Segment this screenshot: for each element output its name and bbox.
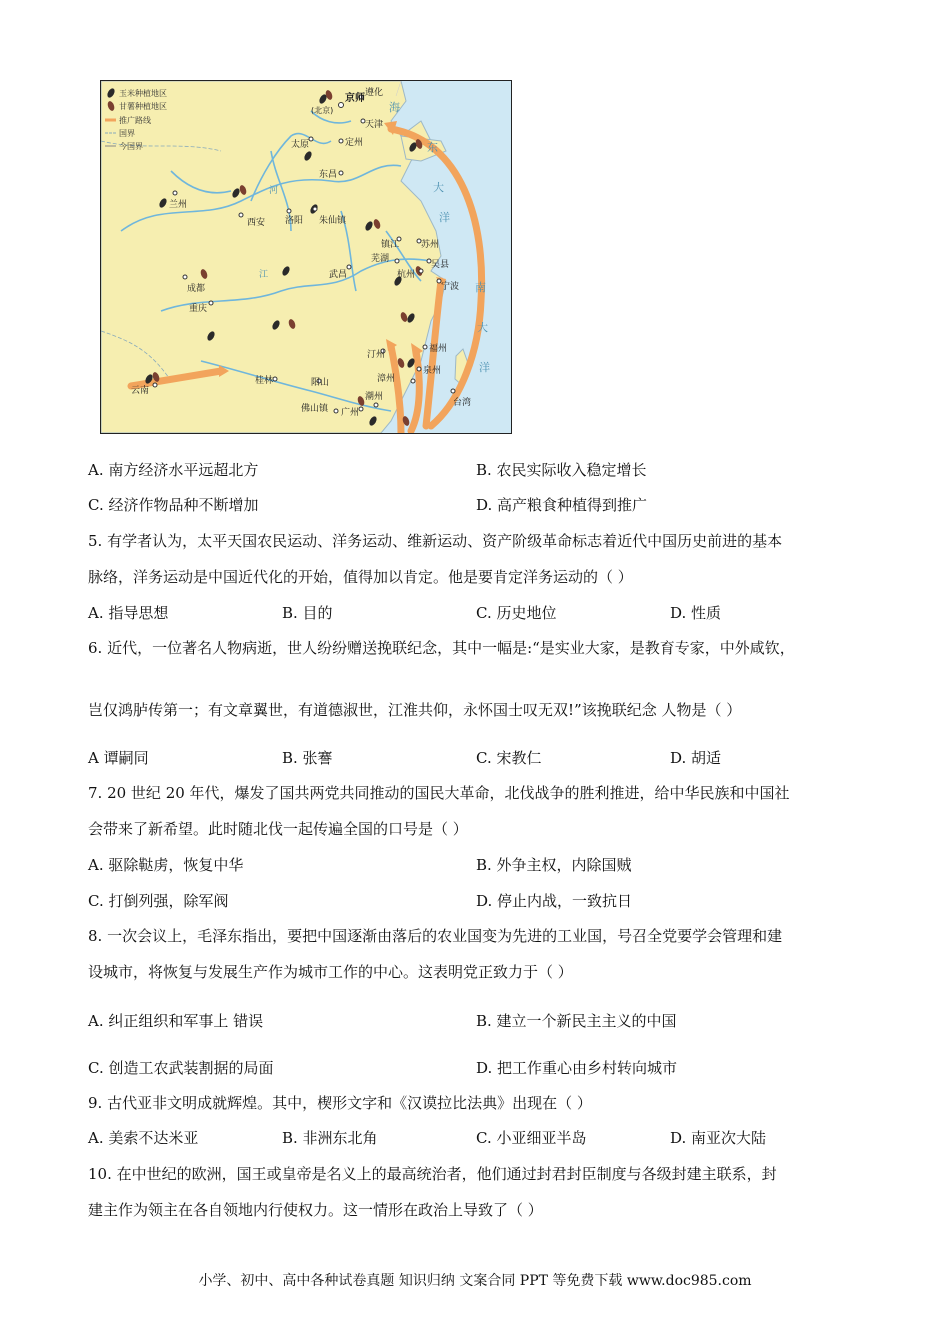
q5-option-c: C. 历史地位 xyxy=(476,604,557,622)
q7-stem-line2: 会带来了新希望。此时随北伐一起传遍全国的口号是（ ） xyxy=(88,820,468,838)
q6-stem-line2: 岂仅鸿胪传第一；有文章翼世，有道德淑世，江淮共仰，永怀国士叹无双!”该挽联纪念 人物是（ ） xyxy=(88,701,742,719)
q9-option-c: C. 小亚细亚半岛 xyxy=(476,1129,587,1147)
place-wuxian: 吴县 xyxy=(431,260,450,270)
q8-stem-line2: 设城市，将恢复与发展生产作为城市工作的中心。这表明党正致力于（ ） xyxy=(88,963,573,981)
place-zhenjiang: 镇江 xyxy=(381,240,400,250)
place-chaozhou: 潮州 xyxy=(365,392,384,402)
place-suzhou: 苏州 xyxy=(421,240,440,250)
q8-option-d: D. 把工作重心由乡村转向城市 xyxy=(476,1059,678,1077)
place-jingshi: 京师 xyxy=(345,93,365,104)
place-fuzhou: 福州 xyxy=(429,344,448,354)
q8-option-b: B. 建立一个新民主主义的中国 xyxy=(476,1012,677,1030)
legend-sweet-potato: 甘薯种植地区 xyxy=(119,102,167,111)
bohai-label: 海 xyxy=(389,101,400,114)
place-zhuxianzhen: 朱仙镇 xyxy=(319,216,347,226)
sea-label-da: 大 xyxy=(433,181,444,194)
q9-stem-line1: 9. 古代亚非文明成就辉煌。其中，楔形文字和《汉谟拉比法典》出现在（ ） xyxy=(88,1094,592,1112)
q8-stem-line1: 8. 一次会议上，毛泽东指出，要把中国逐渐由落后的农业国变为先进的工业国，号召全党要学会管理和建 xyxy=(88,927,783,945)
place-lanzhou: 兰州 xyxy=(169,200,188,210)
legend-route: 推广路线 xyxy=(119,116,151,125)
place-beijing: (北京) xyxy=(311,106,334,115)
q6-option-a: A 谭嗣同 xyxy=(88,749,149,767)
place-tianjin: 天津 xyxy=(365,120,384,130)
place-dongchang: 东昌 xyxy=(319,170,338,180)
sea-label-dong: 东 xyxy=(427,141,438,154)
q6-option-c: C. 宋教仁 xyxy=(476,749,542,767)
place-guangzhou: 广州 xyxy=(341,408,360,418)
q7-option-b: B. 外争主权，内除国贼 xyxy=(476,856,632,874)
place-wuchang: 武昌 xyxy=(329,270,348,280)
place-chongqing: 重庆 xyxy=(189,304,208,314)
q5-stem-line1: 5. 有学者认为，太平天国农民运动、洋务运动、维新运动、资产阶级革命标志着近代中国历史前进的基本 xyxy=(88,532,783,550)
place-ningbo: 宁波 xyxy=(441,282,460,292)
q6-stem-line1: 6. 近代，一位著名人物病逝，世人纷纷赠送挽联纪念，其中一幅是:“是实业大家，是教育专家，中外咸钦， xyxy=(88,639,795,657)
q6-option-d: D. 胡适 xyxy=(670,749,722,767)
place-taiyuan: 太原 xyxy=(291,140,310,150)
place-chengdu: 成都 xyxy=(187,284,206,294)
q5-stem-line2: 脉络，洋务运动是中国近代化的开始，值得加以肯定。他是要肯定洋务运动的（ ） xyxy=(88,568,633,586)
q8-option-a: A. 纠正组织和军事上 错误 xyxy=(88,1012,264,1030)
place-yangshan: 阳山 xyxy=(311,378,330,388)
river-label-jiang: 江 xyxy=(259,270,269,280)
q5-option-d: D. 性质 xyxy=(670,604,722,622)
q5-option-a: A. 指导思想 xyxy=(88,604,169,622)
page-footer: 小学、初中、高中各种试卷真题 知识归纳 文案合同 PPT 等免费下载 www.doc985.com xyxy=(198,1273,752,1289)
sea-label2-yang: 洋 xyxy=(479,361,490,374)
sea-label2-nan: 南 xyxy=(475,281,486,294)
place-zhangzhou: 漳州 xyxy=(377,374,396,384)
place-hangzhou: 杭州 xyxy=(397,270,416,280)
q10-stem-line2: 建主作为领主在各自领地内行使权力。这一情形在政治上导致了（ ） xyxy=(88,1201,543,1219)
sea-label-yang: 洋 xyxy=(439,211,450,224)
legend-corn: 玉米种植地区 xyxy=(119,89,167,98)
q7-stem-line1: 7. 20 世纪 20 年代，爆发了国共两党共同推动的国民大革命，北伐战争的胜利推进，给中华民族和中国社 xyxy=(88,784,790,802)
place-wuhu: 芜湖 xyxy=(371,254,390,264)
q6-option-b: B. 张謇 xyxy=(282,749,333,767)
q9-option-a: A. 美索不达米亚 xyxy=(88,1129,199,1147)
q4-option-c: C. 经济作物品种不断增加 xyxy=(88,496,259,514)
q7-option-a: A. 驱除鞑虏，恢复中华 xyxy=(88,856,244,874)
place-zunhua: 遵化 xyxy=(365,88,384,98)
q4-option-a: A. 南方经济水平远超北方 xyxy=(88,461,259,479)
place-guilin: 桂林 xyxy=(255,376,274,386)
q10-stem-line1: 10. 在中世纪的欧洲，国王或皇帝是名义上的最高统治者，他们通过封君封臣制度与各级封建主联系，封 xyxy=(88,1165,777,1183)
place-foshanzhen: 佛山镇 xyxy=(301,404,329,414)
q8-option-c: C. 创造工农武装割据的局面 xyxy=(88,1059,274,1077)
place-taiwan: 台湾 xyxy=(453,398,472,408)
q9-option-d: D. 南亚次大陆 xyxy=(670,1129,767,1147)
place-dingzhou: 定州 xyxy=(345,138,364,148)
q4-option-d: D. 高产粮食种植得到推广 xyxy=(476,496,648,514)
q5-option-b: B. 目的 xyxy=(282,604,333,622)
q7-option-d: D. 停止内战，一致抗日 xyxy=(476,892,633,910)
sea-label2-da: 大 xyxy=(477,321,488,334)
q4-option-b: B. 农民实际收入稳定增长 xyxy=(476,461,647,479)
place-tingzhou: 汀州 xyxy=(367,350,386,360)
legend-modern-border: 今国界 xyxy=(119,142,143,151)
place-luoyang: 洛阳 xyxy=(285,216,304,226)
q7-option-c: C. 打倒列强，除军阀 xyxy=(88,892,229,910)
place-quanzhou: 泉州 xyxy=(423,366,442,376)
q9-option-b: B. 非洲东北角 xyxy=(282,1129,378,1147)
crop-spread-map xyxy=(100,80,512,434)
legend-border: 国界 xyxy=(119,129,135,138)
river-label-he: 河 xyxy=(269,186,279,196)
place-yunnan: 云南 xyxy=(131,386,150,396)
place-xian: 西安 xyxy=(247,218,266,228)
